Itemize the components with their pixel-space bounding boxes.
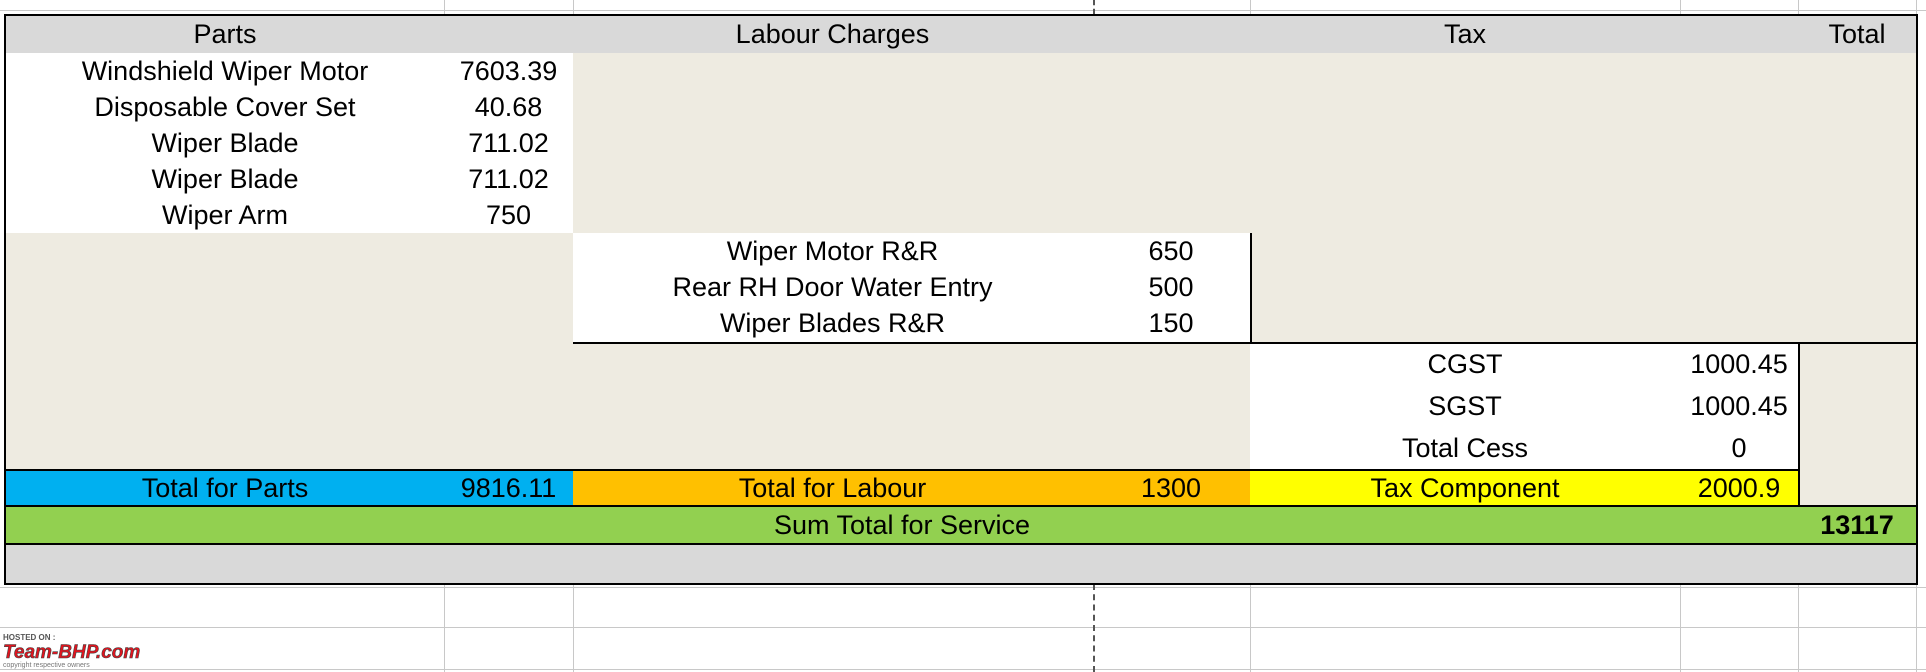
labour-amount: 500 [1092, 269, 1252, 307]
gridline [1680, 584, 1681, 672]
tax-name: SGST [1250, 385, 1682, 429]
filler-block [573, 342, 1252, 471]
labour-amount: 650 [1092, 233, 1252, 271]
tax-total-label: Tax Component [1250, 469, 1682, 507]
labour-amount: 150 [1092, 305, 1252, 344]
part-amount: 711.02 [444, 161, 575, 199]
filler-block [1798, 342, 1918, 507]
gridline [1250, 0, 1251, 14]
part-name: Disposable Cover Set [4, 89, 446, 127]
gridline [444, 0, 445, 14]
tax-amount: 0 [1680, 427, 1800, 471]
gridline [1680, 0, 1681, 14]
page-break-line [1093, 584, 1095, 672]
gridline [1250, 584, 1251, 672]
watermark-hosted-text: HOSTED ON : [3, 633, 56, 642]
watermark-logo [2, 632, 192, 670]
sum-total-value: 13117 [1798, 505, 1918, 545]
gridline [1798, 584, 1799, 672]
part-amount: 750 [444, 197, 575, 235]
gridline [0, 627, 1926, 628]
filler-block [573, 53, 1252, 235]
tax-name: Total Cess [1250, 427, 1682, 471]
parts-total-label: Total for Parts [4, 469, 446, 507]
gridline [0, 669, 1926, 670]
sum-total-label: Sum Total for Service [4, 505, 1800, 545]
parts-total-value: 9816.11 [444, 469, 575, 507]
gridline [0, 587, 1926, 588]
tax-total-value: 2000.9 [1680, 469, 1800, 507]
tax-name: CGST [1250, 342, 1682, 387]
header-parts: Parts [4, 14, 446, 55]
labour-total-label: Total for Labour [573, 469, 1094, 507]
labour-name: Rear RH Door Water Entry [573, 269, 1094, 307]
part-name: Wiper Blade [4, 125, 446, 163]
gridline [444, 584, 445, 672]
labour-total-value: 1300 [1092, 469, 1252, 507]
tax-amount: 1000.45 [1680, 342, 1800, 387]
labour-name: Wiper Motor R&R [573, 233, 1094, 271]
header-tax: Tax [1250, 14, 1682, 55]
header-labour: Labour Charges [573, 14, 1094, 55]
part-name: Wiper Arm [4, 197, 446, 235]
part-name: Windshield Wiper Motor [4, 53, 446, 91]
watermark-brand-text: Team-BHP.com [3, 642, 141, 663]
empty-grey-row [4, 543, 1918, 585]
header-total: Total [1798, 14, 1918, 55]
header-labour-amount [1092, 14, 1252, 55]
part-amount: 7603.39 [444, 53, 575, 91]
team-bhp-watermark [2, 632, 192, 670]
part-name: Wiper Blade [4, 161, 446, 199]
part-amount: 40.68 [444, 89, 575, 127]
header-tax-amount [1680, 14, 1800, 55]
tax-amount: 1000.45 [1680, 385, 1800, 429]
filler-block [4, 233, 575, 471]
header-parts-amount [444, 14, 575, 55]
page-break-line [1093, 0, 1095, 14]
gridline [573, 584, 574, 672]
gridline [0, 10, 1926, 11]
part-amount: 711.02 [444, 125, 575, 163]
watermark-copyright-text: copyright respective owners [3, 662, 90, 669]
labour-name: Wiper Blades R&R [573, 305, 1094, 344]
gridline [573, 0, 574, 14]
filler-block [1250, 53, 1918, 344]
gridline [1798, 0, 1799, 14]
